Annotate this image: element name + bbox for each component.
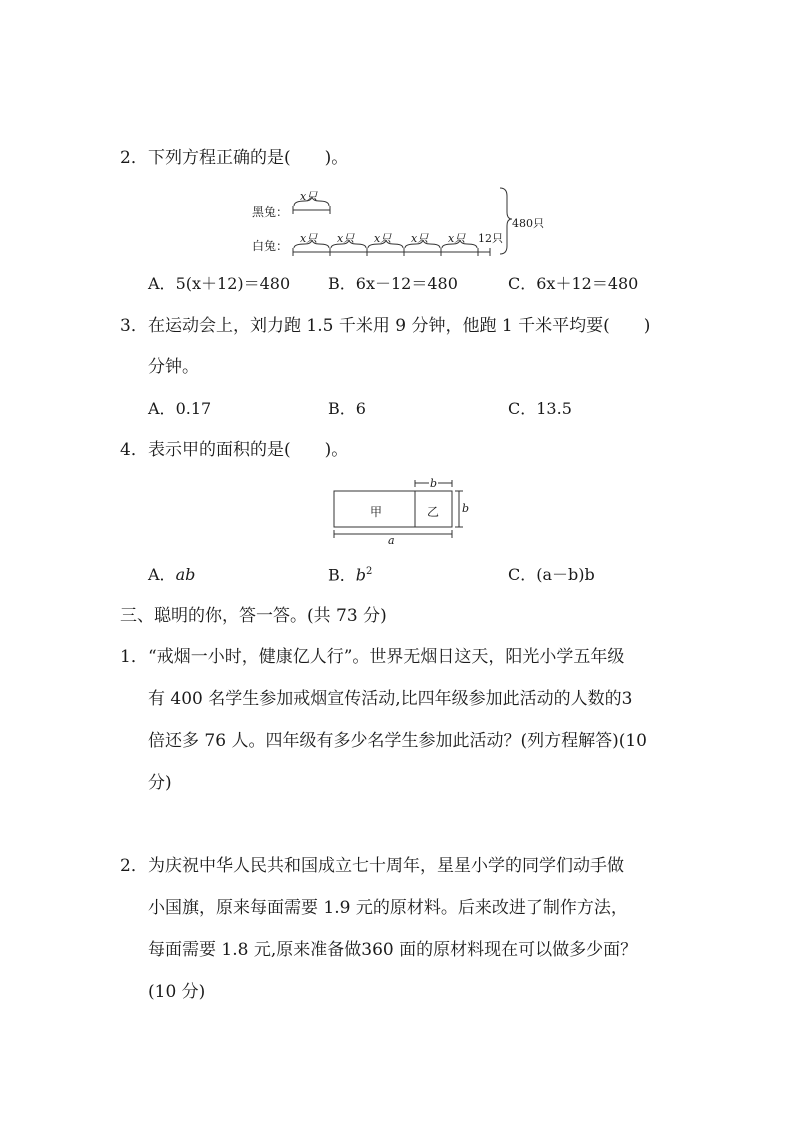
- q3-line-1: 在运动会上，刘力跑 1.5 千米用 9 分钟，他跑 1 千米平均要( ): [148, 316, 651, 336]
- option-letter: A．: [148, 565, 176, 584]
- yi-label: 乙: [427, 505, 440, 519]
- s3q2-line-4: (10 分): [148, 982, 206, 1002]
- option-text: 13.5: [536, 399, 572, 418]
- option-text: 5(x＋12)＝480: [175, 274, 291, 293]
- q4-option-a[interactable]: [148, 567, 195, 583]
- option-letter: A．: [148, 399, 176, 418]
- s3q1-line-3: 倍还多 76 人。四年级有多少名学生参加此活动？(列方程解答)(10: [148, 731, 647, 751]
- white-rabbit-label: 白兔：: [252, 239, 289, 253]
- s3q2-line-2: 小国旗，原来每面需要 1.9 元的原材料。后来改进了制作方法，: [148, 898, 628, 918]
- total-480-label: 480只: [512, 217, 544, 230]
- q4-option-c[interactable]: [508, 567, 595, 583]
- white-segment-label-3: x只: [374, 232, 392, 245]
- black-rabbit-label: 黑兔：: [252, 205, 289, 219]
- option-text: b: [355, 565, 367, 585]
- q3-line-2: 分钟。: [148, 357, 199, 377]
- option-letter: C．: [508, 565, 537, 584]
- a-label: a: [388, 534, 395, 547]
- option-letter: B．: [328, 274, 356, 293]
- jia-label: 甲: [370, 505, 383, 519]
- white-segment-label-5: x只: [448, 232, 466, 245]
- option-letter: A．: [148, 274, 176, 293]
- q4-option-b[interactable]: [328, 567, 372, 583]
- extra-12-label: 12只: [478, 232, 503, 245]
- q2-number: 2．: [120, 148, 148, 168]
- option-letter: C．: [508, 274, 537, 293]
- s3q1-line-1: “戒烟一小时，健康亿人行”。世界无烟日这天，阳光小学五年级: [148, 647, 625, 667]
- q3-number: 3．: [120, 316, 148, 336]
- option-letter: B．: [328, 399, 356, 418]
- b-side-label: b: [462, 502, 470, 515]
- option-text: 6: [355, 399, 366, 418]
- s3q2-line-3: 每面需要 1.8 元,原来准备做360 面的原材料现在可以做多少面？: [148, 940, 638, 960]
- option-text: 6x＋12＝480: [536, 274, 639, 293]
- option-text: ab: [175, 565, 196, 584]
- s3q1-line-4: 分): [148, 773, 172, 793]
- q4-text: 表示甲的面积的是( )。: [148, 440, 349, 460]
- white-segment-label-4: x只: [411, 232, 429, 245]
- option-superscript: 2: [366, 566, 373, 577]
- white-segment-label-2: x只: [337, 232, 355, 245]
- option-text: (a－b)b: [536, 565, 595, 584]
- section-3-heading: 三、聪明的你，答一答。(共 73 分): [120, 606, 387, 626]
- option-letter: C．: [508, 399, 537, 418]
- s3q2-line-1: 为庆祝中华人民共和国成立七十周年，星星小学的同学们动手做: [148, 856, 624, 876]
- s3q2-number: 2．: [120, 856, 148, 876]
- option-text: 0.17: [175, 399, 212, 418]
- black-segment-label: x只: [300, 190, 318, 203]
- q2-text: 下列方程正确的是( )。: [148, 148, 349, 168]
- option-text: 6x－12＝480: [355, 274, 458, 293]
- b-top-label: b: [430, 477, 438, 490]
- s3q1-line-2: 有 400 名学生参加戒烟宣传活动,比四年级参加此活动的人数的3: [148, 689, 633, 709]
- s3q1-number: 1．: [120, 647, 148, 667]
- white-segment-label-1: x只: [300, 232, 318, 245]
- option-letter: B．: [328, 565, 356, 585]
- q4-number: 4．: [120, 440, 148, 460]
